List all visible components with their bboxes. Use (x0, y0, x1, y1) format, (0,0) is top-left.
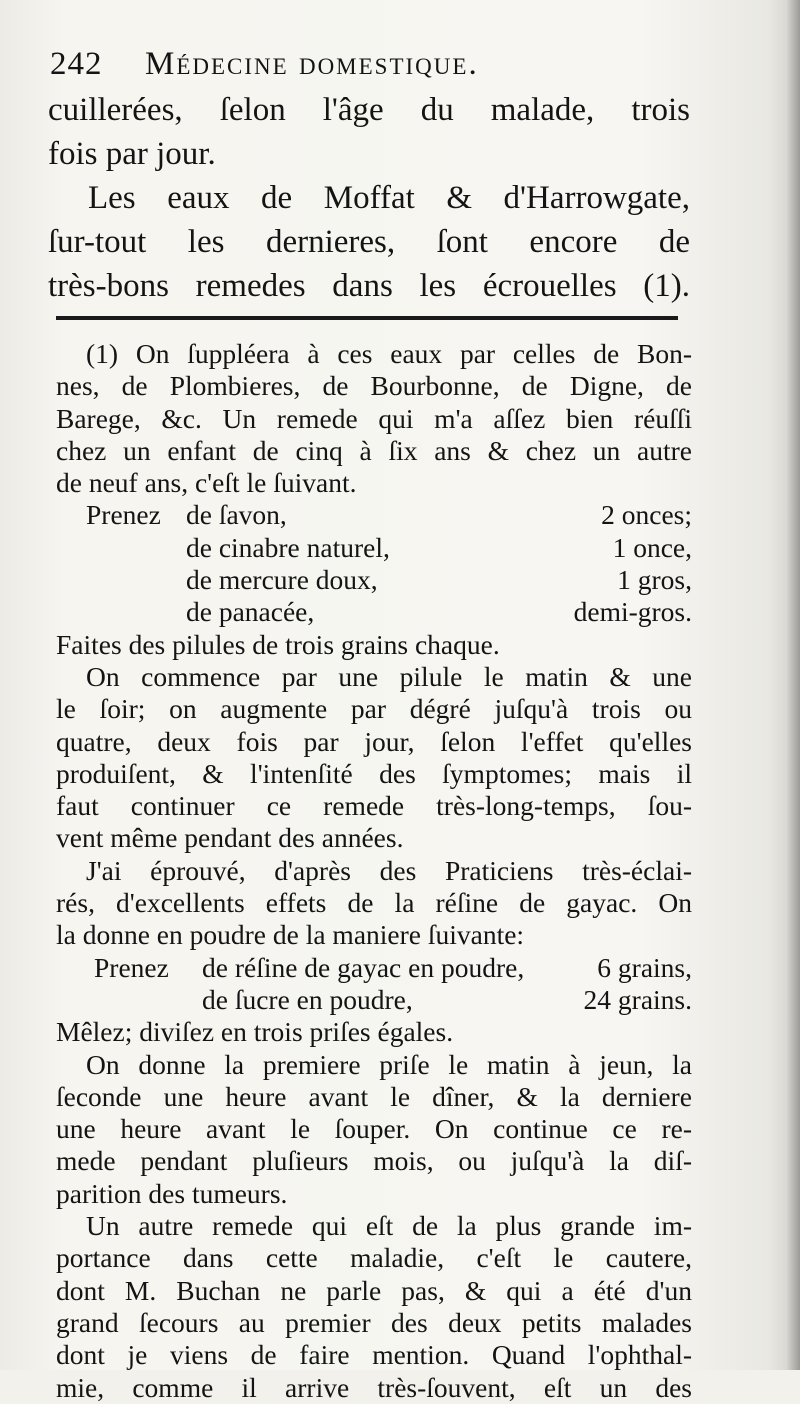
footnote-line: (1) On ſuppléera à ces eaux par celles de Bon- (86, 338, 692, 369)
footnote-line: rés, d'excellents effets de la réſine de gayac. On (56, 887, 692, 919)
recipe-quantity: 6 grains, (597, 951, 692, 983)
footnote-line: ſeconde une heure avant le dîner, & la derniere (56, 1080, 692, 1112)
footnote-line: Un autre remede qui eſt de la plus grande im- (86, 1210, 692, 1242)
footnote-line: produiſent, & l'intenſité des ſymptomes; mais il (56, 757, 692, 789)
text-line: très-bons remedes dans les écrouelles (1). (48, 268, 690, 304)
footnote-line: Faites des pilules de trois grains chaque. (56, 628, 500, 660)
footnote-line: On donne la premiere priſe le matin à jeun, la (86, 1048, 692, 1080)
footnote-line: vent même pendant des années. (56, 822, 404, 854)
recipe-line (56, 984, 692, 1016)
footnote-line: On commence par une pilule le matin & une (86, 660, 692, 692)
page-edge-shadow (786, 0, 800, 1370)
recipe-quantity: 24 grains. (583, 983, 692, 1015)
footnote-line: grand ſecours au premier des deux petits malades (56, 1306, 692, 1338)
footnote-line: J'ai éprouvé, d'après des Praticiens très-éclai- (86, 854, 692, 886)
footnote-line: dont M. Buchan ne parle pas, & qui a été d'un (56, 1274, 692, 1306)
recipe-ingredient: de ſavon, (186, 499, 287, 531)
footnote-line: mie, comme il arrive très-ſouvent, eſt un des (56, 1371, 692, 1403)
footnote-line: nes, de Plombieres, de Bourbonne, de Digne, de (56, 370, 692, 402)
footnote-rule (56, 316, 678, 320)
recipe-line (56, 596, 692, 628)
recipe-prenez: Prenez (94, 951, 169, 983)
recipe-ingredient: de réſine de gayac en poudre, (202, 951, 525, 983)
text-line: Les eaux de Moffat & d'Harrowgate, (88, 180, 690, 216)
text-line: cuillerées, ſelon l'âge du malade, trois (48, 92, 690, 128)
footnote-line: dont je viens de faire mention. Quand l'ophthal- (56, 1339, 692, 1371)
footnote (56, 338, 692, 1404)
recipe-line (56, 952, 692, 984)
recipe-ingredient: de panacée, (186, 596, 315, 628)
recipe-quantity: 2 onces; (601, 499, 692, 531)
recipe-line (56, 532, 692, 564)
footnote-line: une heure avant le ſouper. On continue ce re- (56, 1113, 692, 1145)
footnote-line: quatre, deux fois par jour, ſelon l'effet qu'elles (56, 725, 692, 757)
footnote-line: Mêlez; diviſez en trois priſes égales. (56, 1016, 454, 1048)
footnote-line: mede pendant pluſieurs mois, ou juſqu'à la diſ- (56, 1145, 692, 1177)
footnote-line: faut continuer ce remede très-long-temps, ſou- (56, 790, 692, 822)
footnote-line: chez un enfant de cinq à ſix ans & chez un autre (56, 434, 692, 466)
recipe-quantity: 1 once, (612, 531, 692, 563)
running-title: Médecine domestique. (145, 46, 479, 82)
recipe-ingredient: de ſucre en poudre, (202, 983, 413, 1015)
text-line: fois par jour. (48, 136, 216, 172)
footnote-line: la donne en poudre de la maniere ſuivante: (56, 919, 525, 951)
main-text (48, 88, 690, 308)
recipe-ingredient: de mercure doux, (186, 564, 378, 596)
recipe-line (56, 564, 692, 596)
footnote-line: Barege, &c. Un remede qui m'a aſſez bien réuſſi (56, 402, 692, 434)
footnote-line: parition des tumeurs. (56, 1177, 288, 1209)
footnote-line: le ſoir; on augmente par dégré juſqu'à trois ou (56, 693, 692, 725)
page-number: 242 (50, 46, 103, 82)
recipe-quantity: 1 gros, (617, 564, 692, 596)
recipe-ingredient: de cinabre naturel, (186, 531, 390, 563)
footnote-line: de neuf ans, c'eſt le ſuivant. (56, 467, 357, 499)
text-line: ſur-tout les dernieres, ſont encore de (48, 224, 690, 260)
recipe-quantity: demi-gros. (573, 596, 692, 628)
recipe-line (56, 499, 692, 531)
recipe-prenez: Prenez (86, 499, 161, 531)
footnote-line: portance dans cette maladie, c'eſt le cautere, (56, 1242, 692, 1274)
